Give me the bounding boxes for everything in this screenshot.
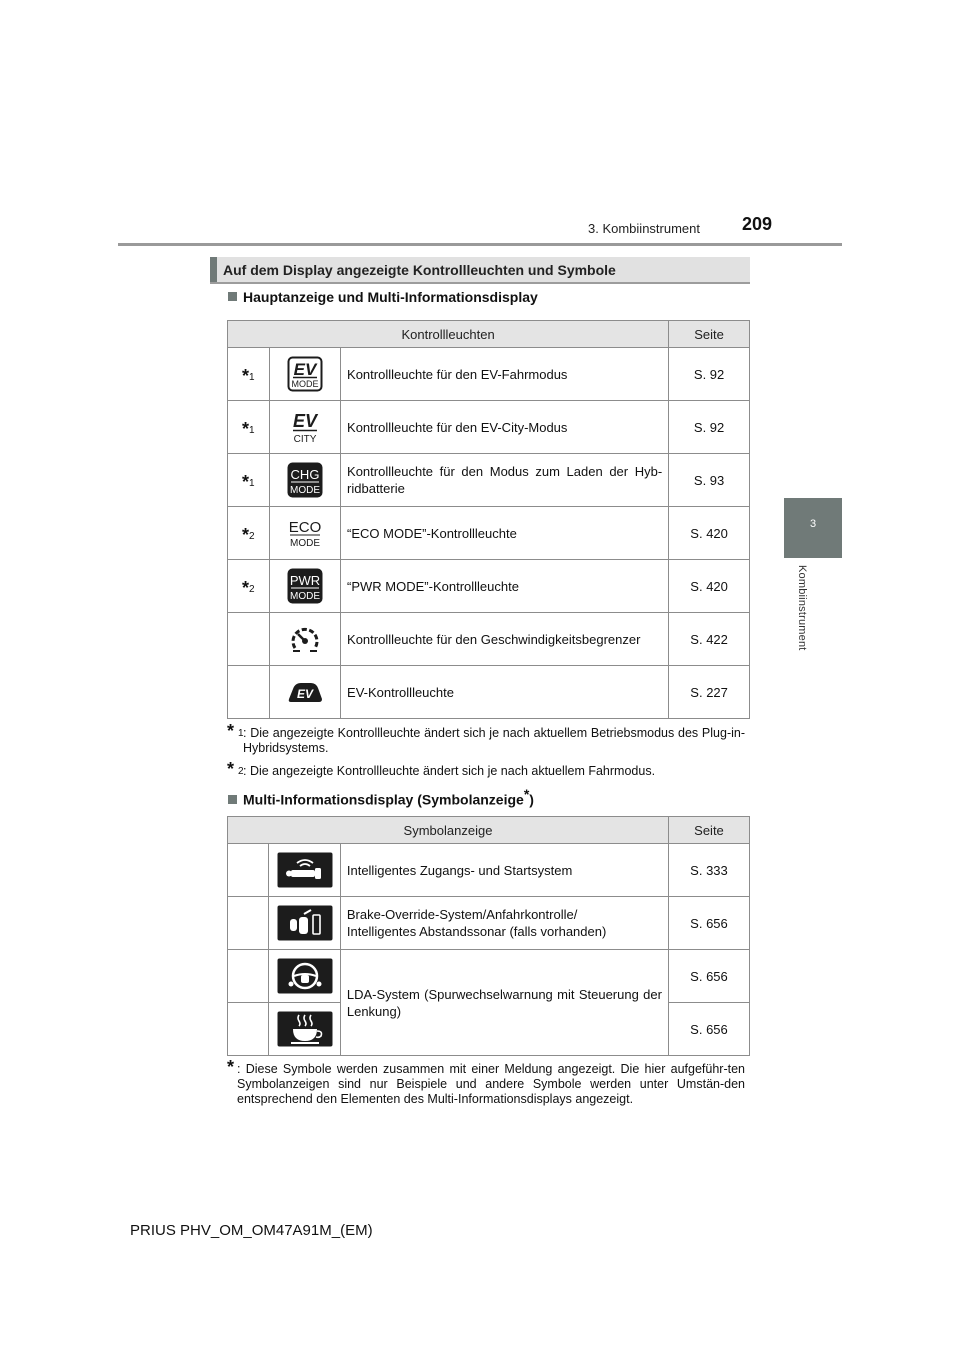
indicator-table [227, 320, 750, 719]
row-description: Intelligentes Zugangs- und Startsystem [340, 844, 668, 897]
col-header-indicators: Kontrollleuchten [228, 321, 669, 348]
smart-key-system-icon [277, 852, 333, 888]
footnote-ref [228, 613, 270, 666]
table-header-row [228, 321, 750, 348]
pwr-mode-icon [287, 568, 323, 604]
table-row [228, 507, 750, 560]
chapter-tab-label: Kombiinstrument [796, 565, 808, 651]
row-description: “ECO MODE”-Kontrollleuchte [341, 507, 669, 560]
eco-mode-icon [287, 515, 323, 551]
svg-text:MODE: MODE [290, 485, 321, 496]
table-row [228, 844, 750, 897]
table-row [228, 454, 750, 507]
row-description: LDA-System (Spurwechselwarnung mit Steuerung der Lenkung) [340, 950, 668, 1056]
symbol-table [227, 816, 750, 1056]
subheading-multi-info: Multi-Informationsdisplay (Symbolanzeige*) [228, 786, 534, 808]
col-header-page: Seite [669, 321, 750, 348]
speed-limiter-icon [287, 622, 323, 656]
footnote-ref: *2 [228, 560, 270, 613]
ev-mode-icon [287, 356, 323, 392]
section-title-accent [210, 257, 217, 283]
chg-mode-icon [287, 462, 323, 498]
col-header-page: Seite [668, 817, 749, 844]
coffee-cup-icon [277, 1011, 333, 1047]
footnote-ref: *1 [228, 348, 270, 401]
footnote-ref: *1 [228, 454, 270, 507]
col-header-symbols: Symbolanzeige [228, 817, 669, 844]
table-row [228, 348, 750, 401]
table-header-row [228, 817, 750, 844]
row-description: Kontrollleuchte für den Modus zum Laden der Hyb-ridbatterie [341, 454, 669, 507]
row-description: Kontrollleuchte für den Geschwindigkeitsbegrenzer [341, 613, 669, 666]
table-row [228, 401, 750, 454]
row-page-ref: S. 420 [669, 560, 750, 613]
row-page-ref: S. 93 [669, 454, 750, 507]
brake-override-icon [277, 905, 333, 941]
table-row [228, 666, 750, 719]
footnote-1: * 1 : Die angezeigte Kontrollleuchte ändert sich je nach aktuellem Betriebsmodus des Plug-in-Hybridsystems. [227, 721, 745, 755]
svg-text:ECO: ECO [288, 519, 322, 536]
row-description: Kontrollleuchte für den EV-Fahrmodus [341, 348, 669, 401]
chapter-tab-number: 3 [809, 518, 817, 530]
row-page-ref: S. 422 [669, 613, 750, 666]
footnote-ref: *1 [228, 401, 270, 454]
ev-indicator-icon [285, 677, 325, 707]
row-page-ref: S. 227 [669, 666, 750, 719]
square-bullet-icon [228, 795, 237, 804]
section-title: Auf dem Display angezeigte Kontrollleuchten und Symbole [223, 262, 616, 278]
footnote-ref [228, 666, 270, 719]
running-header-section: 3. Kombiinstrument [588, 221, 700, 236]
row-page-ref: S. 656 [668, 950, 749, 1003]
row-description: Brake-Override-System/Anfahrkontrolle/ Intelligentes Abstandssonar (falls vorhanden) [340, 897, 668, 950]
document-code-footer: PRIUS PHV_OM_OM47A91M_(EM) [130, 1222, 373, 1239]
table-row [228, 950, 750, 1003]
table-row [228, 613, 750, 666]
svg-text:MODE: MODE [290, 538, 321, 549]
lda-steering-icon [277, 958, 333, 994]
svg-text:EV: EV [293, 411, 318, 431]
svg-text:PWR: PWR [290, 573, 321, 588]
svg-text:MODE: MODE [290, 591, 321, 602]
svg-text:CHG: CHG [290, 467, 320, 482]
footnote-symbols: * : Diese Symbole werden zusammen mit einer Meldung angezeigt. Die hier aufgeführ-ten Symbolanzeigen sind nur Beispiele und andere Symbole werden unter Umstän-den entsprechend den Elementen des Multi-Informationsdisplays angezeigt. [227, 1057, 745, 1106]
footnote-2: * 2 : Die angezeigte Kontrollleuchte ändert sich je nach aktuellem Fahrmodus. [227, 759, 656, 779]
row-page-ref: S. 333 [668, 844, 749, 897]
page-number: 209 [742, 214, 773, 234]
row-page-ref: S. 656 [668, 897, 749, 950]
ev-city-icon [287, 409, 323, 445]
row-page-ref: S. 92 [669, 401, 750, 454]
table-row [228, 560, 750, 613]
svg-text:EV: EV [293, 360, 317, 379]
section-title-underline [210, 282, 750, 284]
row-description: EV-Kontrollleuchte [341, 666, 669, 719]
row-description: Kontrollleuchte für den EV-City-Modus [341, 401, 669, 454]
svg-text:EV: EV [297, 687, 314, 701]
subheading-main-display: Hauptanzeige und Multi-Informationsdisplay [228, 289, 538, 305]
square-bullet-icon [228, 292, 237, 301]
svg-text:CITY: CITY [293, 434, 317, 445]
row-page-ref: S. 420 [669, 507, 750, 560]
header-rule [118, 243, 842, 246]
row-description: “PWR MODE”-Kontrollleuchte [341, 560, 669, 613]
table-row [228, 897, 750, 950]
row-page-ref: S. 656 [668, 1003, 749, 1056]
row-page-ref: S. 92 [669, 348, 750, 401]
footnote-ref: *2 [228, 507, 270, 560]
svg-text:MODE: MODE [291, 379, 319, 389]
